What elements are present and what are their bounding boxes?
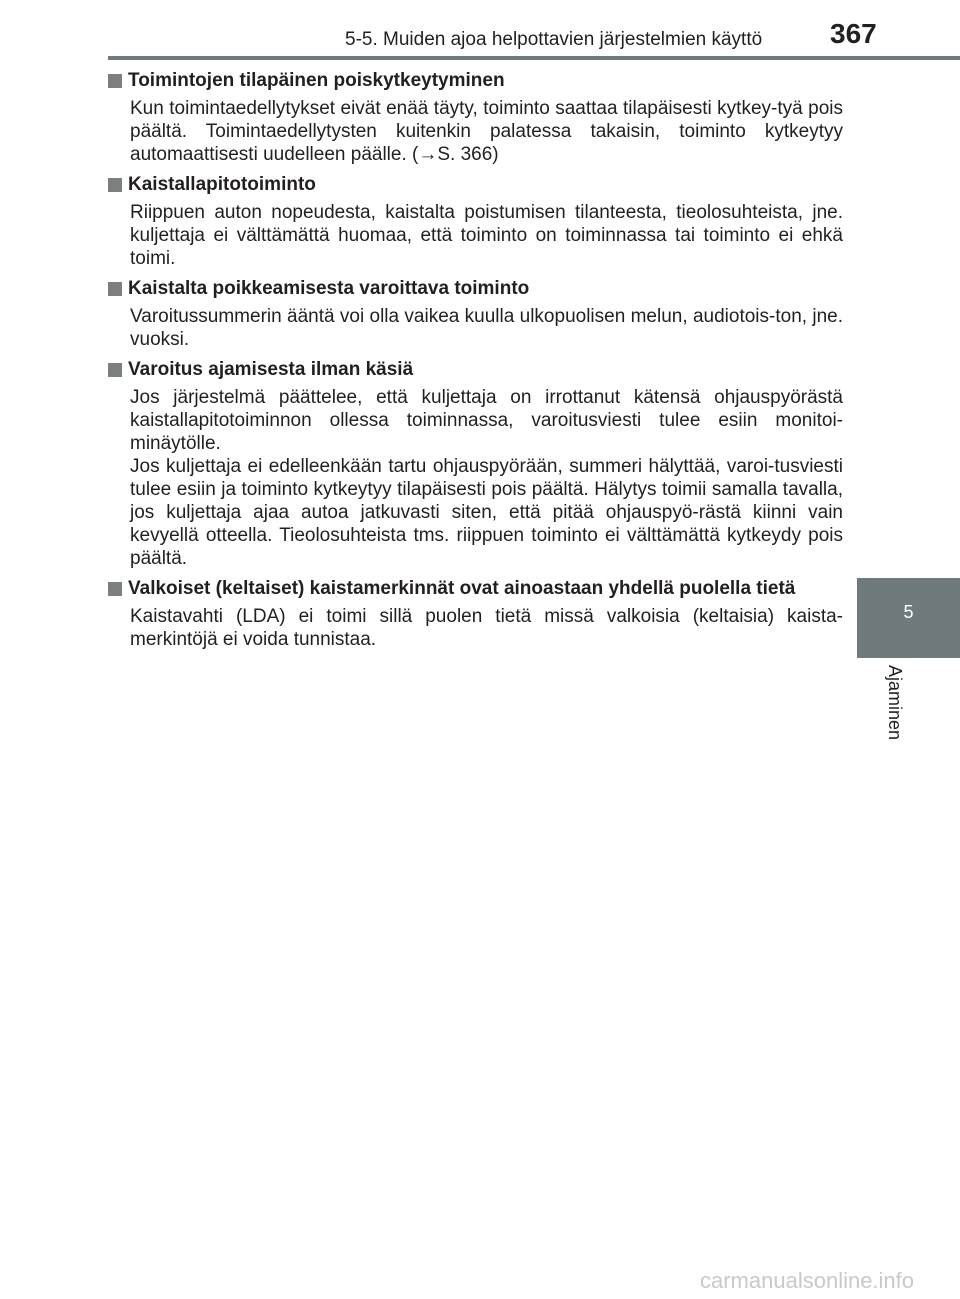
section-heading (108, 172, 843, 198)
chapter-title: 5-5. Muiden ajoa helpottavien järjestelmien käyttö (345, 29, 763, 50)
section-temporary-deactivation (108, 68, 843, 166)
section-hands-off-warning (108, 357, 843, 570)
square-bullet-icon (108, 178, 122, 192)
section-paragraph: Kun toimintaedellytykset eivät enää täyty, toiminto saattaa tilapäisesti kytkey-tyä pois päältä. Toimintaedellytysten kuitenkin palatessa takaisin, toiminto kytkeytyy automaattisesti uudelleen päälle. (→S. 366) (130, 98, 843, 165)
square-bullet-icon (108, 363, 122, 377)
chapter-side-tab (857, 578, 960, 658)
section-paragraph: Varoitussummerin ääntä voi olla vaikea kuulla ulkopuolisen melun, audiotois-ton, jne. vuoksi. (130, 306, 843, 350)
header-divider (108, 56, 960, 60)
section-heading (108, 576, 843, 602)
section-heading (108, 357, 843, 383)
section-heading-text: Kaistallapitotoiminto (128, 174, 316, 195)
section-heading-text: Toimintojen tilapäinen poiskytkeytyminen (128, 70, 505, 91)
section-heading (108, 68, 843, 94)
section-heading (108, 276, 843, 302)
chapter-number: 5 (903, 602, 914, 622)
watermark: carmanualsonline.info (700, 1268, 915, 1293)
page-header (0, 0, 960, 62)
section-heading-text: Valkoiset (keltaiset) kaistamerkinnät ovat ainoastaan yhdellä puolella tietä (128, 578, 796, 599)
page-content (108, 68, 843, 657)
section-heading-text: Kaistalta poikkeamisesta varoittava toiminto (128, 278, 530, 299)
section-paragraph: Kaistavahti (LDA) ei toimi sillä puolen tietä missä valkoisia (keltaisia) kaista-merkintöjä ei voida tunnistaa. (130, 606, 843, 650)
square-bullet-icon (108, 74, 122, 88)
section-lane-keeping (108, 172, 843, 270)
page-number: 367 (830, 18, 877, 49)
section-lane-departure-warning (108, 276, 843, 351)
section-one-side-markings (108, 576, 843, 651)
chapter-label: Ajaminen (885, 665, 905, 741)
section-paragraph: Jos järjestelmä päättelee, että kuljettaja on irrottanut kätensä ohjauspyörästä kaistallapitotoiminnon ollessa toiminnassa, varoitusviesti tulee esiin monitoi-minäytölle. (130, 387, 843, 454)
square-bullet-icon (108, 582, 122, 596)
section-paragraph: Riippuen auton nopeudesta, kaistalta poistumisen tilanteesta, tieolosuhteista, jne. kuljettaja ei välttämättä huomaa, että toiminto on toiminnassa tai toiminto ei ehkä toimi. (130, 202, 843, 269)
section-heading-text: Varoitus ajamisesta ilman käsiä (128, 359, 414, 380)
square-bullet-icon (108, 282, 122, 296)
section-paragraph: Jos kuljettaja ei edelleenkään tartu ohjauspyörään, summeri hälyttää, varoi-tusviesti tulee esiin ja toiminto kytkeytyy tilapäisesti pois päältä. Hälytys toimii samalla tavalla, jos kuljettaja ajaa autoa jatkuvasti siten, että pitää ohjauspyö-rästä kiinni vain kevyellä otteella. Tieolosuhteista tms. riippuen toiminto ei välttämättä kytkeydy pois päältä. (130, 456, 843, 569)
